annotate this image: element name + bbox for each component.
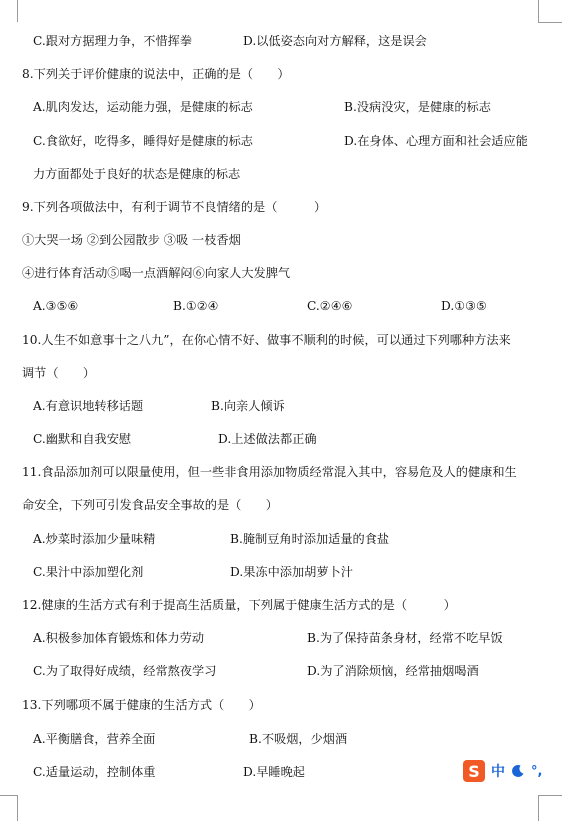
ime-mode-toggle[interactable]: 中 xyxy=(491,764,505,780)
text-segment: 13.下列哪项不属于健康的生活方式（ ） xyxy=(22,698,261,712)
text-segment: B.不吸烟，少烟酒 xyxy=(249,732,348,746)
text-segment: 10.人生不如意事十之八九”，在你心情不好、做事不顺利的时候，可以通过下列哪种方法来 xyxy=(22,333,511,347)
text-segment: D.上述做法都正确 xyxy=(218,432,317,446)
text-segment: 调节（ ） xyxy=(22,366,96,380)
text-segment: C.适量运动，控制体重 xyxy=(33,765,156,779)
crop-mark-bottom-right-h xyxy=(538,795,562,796)
text-segment: D.为了消除烦恼，经常抽烟喝酒 xyxy=(307,664,479,678)
text-segment: 8.下列关于评价健康的说法中，正确的是（ ） xyxy=(22,67,290,81)
text-segment: ④进行体育活动⑤喝一点酒解闷⑥向家人大发脾气 xyxy=(22,266,291,280)
crop-mark-bottom-left-h xyxy=(0,795,17,796)
text-segment: A.平衡膳食，营养全面 xyxy=(33,732,156,746)
text-segment: C.果汁中添加塑化剂 xyxy=(33,565,144,579)
text-segment: ①大哭一场 ②到公园散步 ③吸 一枝香烟 xyxy=(22,233,241,247)
moon-icon[interactable] xyxy=(511,764,525,778)
text-segment: 力方面都处于良好的状态是健康的标志 xyxy=(33,167,241,181)
text-segment: B.①②④ xyxy=(173,299,219,313)
text-segment: 9.下列各项做法中，有利于调节不良情绪的是（ ） xyxy=(22,200,327,214)
text-segment: 命安全，下列可引发食品安全事故的是（ ） xyxy=(22,498,278,512)
text-segment: A.肌肉发达，运动能力强，是健康的标志 xyxy=(33,100,253,114)
crop-mark-top-right-v xyxy=(538,0,539,22)
text-segment: C.为了取得好成绩，经常熬夜学习 xyxy=(33,664,217,678)
text-segment: A.有意识地转移话题 xyxy=(33,399,144,413)
ime-punctuation-toggle[interactable]: °, xyxy=(531,763,543,779)
text-segment: 11.食品添加剂可以限量使用，但一些非食用添加物质经常混入其中，容易危及人的健康和生 xyxy=(22,465,517,479)
text-segment: B.为了保持苗条身材，经常不吃早饭 xyxy=(307,631,503,645)
sogou-logo-icon[interactable]: S xyxy=(463,760,485,782)
text-segment: A.③⑤⑥ xyxy=(33,299,79,313)
crop-mark-top-left-v xyxy=(17,0,18,22)
text-segment: D.在身体、心理方面和社会适应能 xyxy=(344,134,528,148)
crop-mark-bottom-right-v xyxy=(538,795,539,821)
text-segment: A.炒菜时添加少量味精 xyxy=(33,532,156,546)
text-segment: C.食欲好，吃得多，睡得好是健康的标志 xyxy=(33,134,253,148)
text-segment: C.②④⑥ xyxy=(307,299,353,313)
text-segment: B.腌制豆角时添加适量的食盐 xyxy=(230,532,390,546)
text-segment: C.幽默和自我安慰 xyxy=(33,432,132,446)
text-segment: D.以低姿态向对方解释，这是误会 xyxy=(243,34,427,48)
ime-toolbar[interactable] xyxy=(463,759,559,783)
crop-mark-bottom-left-v xyxy=(17,795,18,821)
text-segment: 12.健康的生活方式有利于提高生活质量，下列属于健康生活方式的是（ ） xyxy=(22,598,456,612)
text-segment: B.向亲人倾诉 xyxy=(211,399,285,413)
text-segment: D.早睡晚起 xyxy=(243,765,305,779)
text-segment: A.积极参加体育锻炼和体力劳动 xyxy=(33,631,205,645)
text-segment: C.跟对方据理力争，不惜挥拳 xyxy=(33,34,193,48)
crop-mark-top-right-h xyxy=(538,22,562,23)
text-segment: D.①③⑤ xyxy=(441,299,487,313)
text-segment: D.果冻中添加胡萝卜汁 xyxy=(230,565,353,579)
text-segment: B.没病没灾，是健康的标志 xyxy=(344,100,491,114)
